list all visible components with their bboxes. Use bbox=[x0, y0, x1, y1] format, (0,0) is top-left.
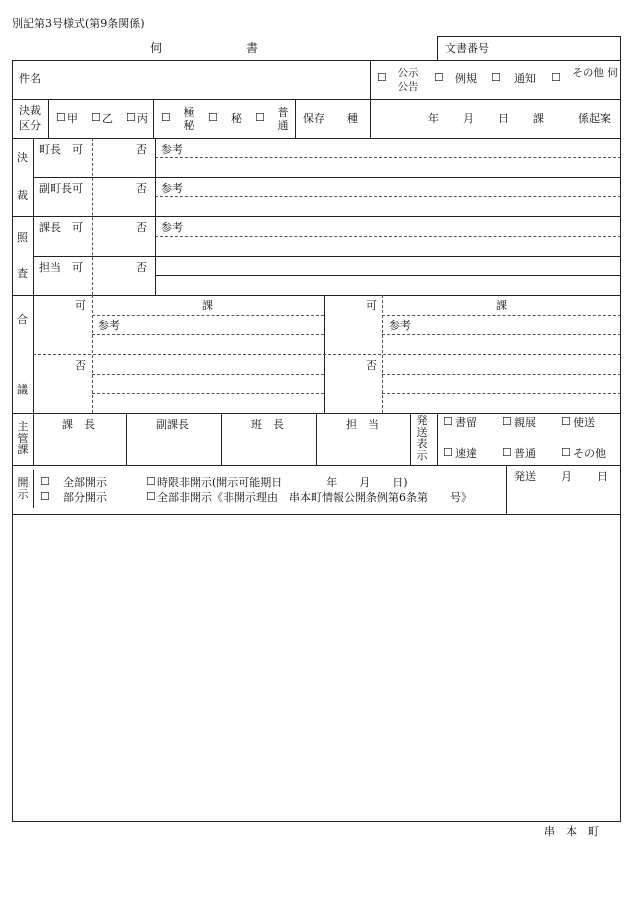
dashed-line bbox=[33, 354, 621, 355]
dashed-line bbox=[155, 236, 621, 237]
divider bbox=[33, 413, 34, 465]
role-vice-mayor: 副町長可 bbox=[39, 182, 83, 195]
disclosure-none: 全部非開示《非開示理由 串本町情報公開条例第6条第 号》 bbox=[157, 491, 472, 504]
send-date-label: 発送 bbox=[514, 470, 536, 483]
dashed-line bbox=[92, 374, 324, 375]
divider bbox=[410, 413, 411, 465]
divider bbox=[48, 99, 49, 138]
checkbox-grade-c[interactable]: ☐ bbox=[126, 111, 136, 124]
checkbox-confidential[interactable]: ☐ bbox=[502, 415, 512, 428]
send-label: 発 送 表 示 bbox=[416, 414, 428, 462]
dashed-line bbox=[155, 157, 621, 158]
class-label: 決裁 区分 bbox=[19, 104, 41, 132]
divider bbox=[370, 60, 371, 99]
form-title: 伺 書 bbox=[150, 41, 259, 55]
send-express: 速達 bbox=[455, 447, 477, 460]
checkbox-normal[interactable]: ☐ bbox=[255, 111, 265, 124]
shousa-2: 査 bbox=[17, 267, 28, 280]
divider bbox=[221, 413, 222, 465]
row-line bbox=[12, 216, 621, 217]
body-area[interactable] bbox=[12, 514, 621, 822]
col-section-chief: 課 長 bbox=[62, 418, 95, 431]
gougi-left-hi: 否 bbox=[75, 359, 86, 372]
role-section-chief: 課長 可 bbox=[39, 221, 83, 234]
checkbox-other[interactable]: ☐ bbox=[551, 71, 561, 84]
secrecy-top: 極 秘 bbox=[183, 106, 195, 133]
ref-mayor: 参考 bbox=[161, 143, 183, 156]
ref-vice-mayor: 参考 bbox=[161, 182, 183, 195]
kessai-1: 決 bbox=[17, 151, 28, 164]
subject-label: 件名 bbox=[19, 72, 41, 85]
dashed-line bbox=[382, 393, 621, 394]
option-notice: 通知 bbox=[514, 72, 536, 85]
option-regulation: 例規 bbox=[455, 72, 477, 85]
secrecy-secret: 秘 bbox=[231, 112, 242, 125]
send-registered: 書留 bbox=[455, 416, 477, 429]
divider bbox=[506, 465, 507, 515]
send-courier: 使送 bbox=[573, 416, 595, 429]
divider bbox=[33, 470, 34, 508]
send-normal: 普通 bbox=[514, 447, 536, 460]
row-line bbox=[33, 256, 621, 257]
gougi-left-ka: 可 bbox=[75, 299, 86, 312]
dashed-line bbox=[382, 315, 621, 316]
gougi-left-ref: 参考 bbox=[98, 319, 120, 332]
grade-c: 丙 bbox=[137, 112, 148, 125]
neg-mayor: 否 bbox=[136, 143, 147, 156]
checkbox-grade-b[interactable]: ☐ bbox=[91, 111, 101, 124]
col-team-leader: 班 長 bbox=[251, 418, 284, 431]
form-id: 別記第3号様式(第9条関係) bbox=[12, 17, 145, 30]
checkbox-partial-disclosure[interactable]: ☐ bbox=[40, 490, 50, 503]
row-line bbox=[12, 295, 621, 296]
dashed-line bbox=[92, 334, 324, 335]
gougi-right-dept: 課 bbox=[496, 299, 507, 312]
checkbox-timed-nondisclosure[interactable]: ☐ bbox=[146, 475, 156, 488]
date-month: 月 bbox=[463, 112, 474, 125]
gougi-right-hi: 否 bbox=[366, 359, 377, 372]
row-line bbox=[12, 465, 621, 466]
row-line bbox=[12, 138, 621, 139]
date-drafted: 係起案 bbox=[578, 112, 611, 125]
town-name: 串 本 町 bbox=[544, 825, 599, 838]
date-dept: 課 bbox=[533, 112, 544, 125]
disclosure-full: 全部開示 bbox=[63, 476, 107, 489]
main-dept-label: 主 管 課 bbox=[17, 420, 29, 457]
checkbox-other-mail[interactable]: ☐ bbox=[561, 446, 571, 459]
grade-a: 甲 bbox=[67, 112, 78, 125]
divider bbox=[295, 99, 296, 138]
col-staff: 担 当 bbox=[346, 418, 379, 431]
checkbox-notice[interactable]: ☐ bbox=[491, 71, 501, 84]
kessai-2: 裁 bbox=[17, 189, 28, 202]
gougi-right-ref: 参考 bbox=[389, 319, 411, 332]
dashed-line bbox=[92, 315, 324, 316]
role-staff: 担当 可 bbox=[39, 261, 83, 274]
col-deputy-chief: 副課長 bbox=[156, 418, 189, 431]
retention-label: 保存 種 bbox=[303, 112, 358, 125]
checkbox-grade-a[interactable]: ☐ bbox=[56, 111, 66, 124]
dashed-line bbox=[155, 196, 621, 197]
role-mayor: 町長 可 bbox=[39, 143, 83, 156]
divider bbox=[316, 413, 317, 465]
disclosure-label: 開 示 bbox=[17, 476, 29, 501]
grade-b: 乙 bbox=[102, 112, 113, 125]
disclosure-partial: 部分開示 bbox=[63, 491, 107, 504]
checkbox-normal-mail[interactable]: ☐ bbox=[502, 446, 512, 459]
gougi-2: 議 bbox=[17, 383, 28, 396]
disclosure-timed: 時限非開示(開示可能期日 年 月 日) bbox=[157, 476, 408, 489]
send-other: その他 bbox=[573, 447, 606, 460]
checkbox-registered[interactable]: ☐ bbox=[443, 415, 453, 428]
option-other: その他 伺 bbox=[572, 67, 618, 79]
gougi-left-dept: 課 bbox=[202, 299, 213, 312]
gougi-1: 合 bbox=[17, 313, 28, 326]
dashed-line bbox=[382, 334, 621, 335]
divider bbox=[126, 413, 127, 465]
row-line bbox=[155, 275, 621, 276]
date-year: 年 bbox=[428, 112, 439, 125]
checkbox-courier[interactable]: ☐ bbox=[561, 415, 571, 428]
send-date-day: 日 bbox=[597, 470, 608, 483]
neg-section-chief: 否 bbox=[136, 221, 147, 234]
divider bbox=[153, 99, 154, 138]
checkbox-full-nondisclosure[interactable]: ☐ bbox=[146, 490, 156, 503]
date-day: 日 bbox=[498, 112, 509, 125]
divider bbox=[370, 99, 371, 138]
checkbox-regulation[interactable]: ☐ bbox=[434, 71, 444, 84]
checkbox-express[interactable]: ☐ bbox=[443, 446, 453, 459]
row-line bbox=[33, 177, 621, 178]
dashed-line bbox=[92, 393, 324, 394]
option-public-notice: 公示 公告 bbox=[397, 67, 419, 94]
ref-section-chief: 参考 bbox=[161, 221, 183, 234]
neg-vice-mayor: 否 bbox=[136, 182, 147, 195]
row-line bbox=[12, 99, 621, 100]
checkbox-top-secret[interactable]: ☐ bbox=[161, 111, 171, 124]
checkbox-full-disclosure[interactable]: ☐ bbox=[40, 475, 50, 488]
checkbox-secret[interactable]: ☐ bbox=[208, 111, 218, 124]
neg-staff: 否 bbox=[136, 261, 147, 274]
shousa-1: 照 bbox=[17, 231, 28, 244]
send-date-month: 月 bbox=[561, 470, 572, 483]
divider bbox=[437, 413, 438, 465]
doc-number-label: 文書番号 bbox=[445, 42, 489, 55]
checkbox-public[interactable]: ☐ bbox=[377, 71, 387, 84]
dashed-line bbox=[382, 374, 621, 375]
secrecy-normal: 普 通 bbox=[277, 106, 289, 133]
send-confidential: 親展 bbox=[514, 416, 536, 429]
gougi-right-ka: 可 bbox=[366, 299, 377, 312]
